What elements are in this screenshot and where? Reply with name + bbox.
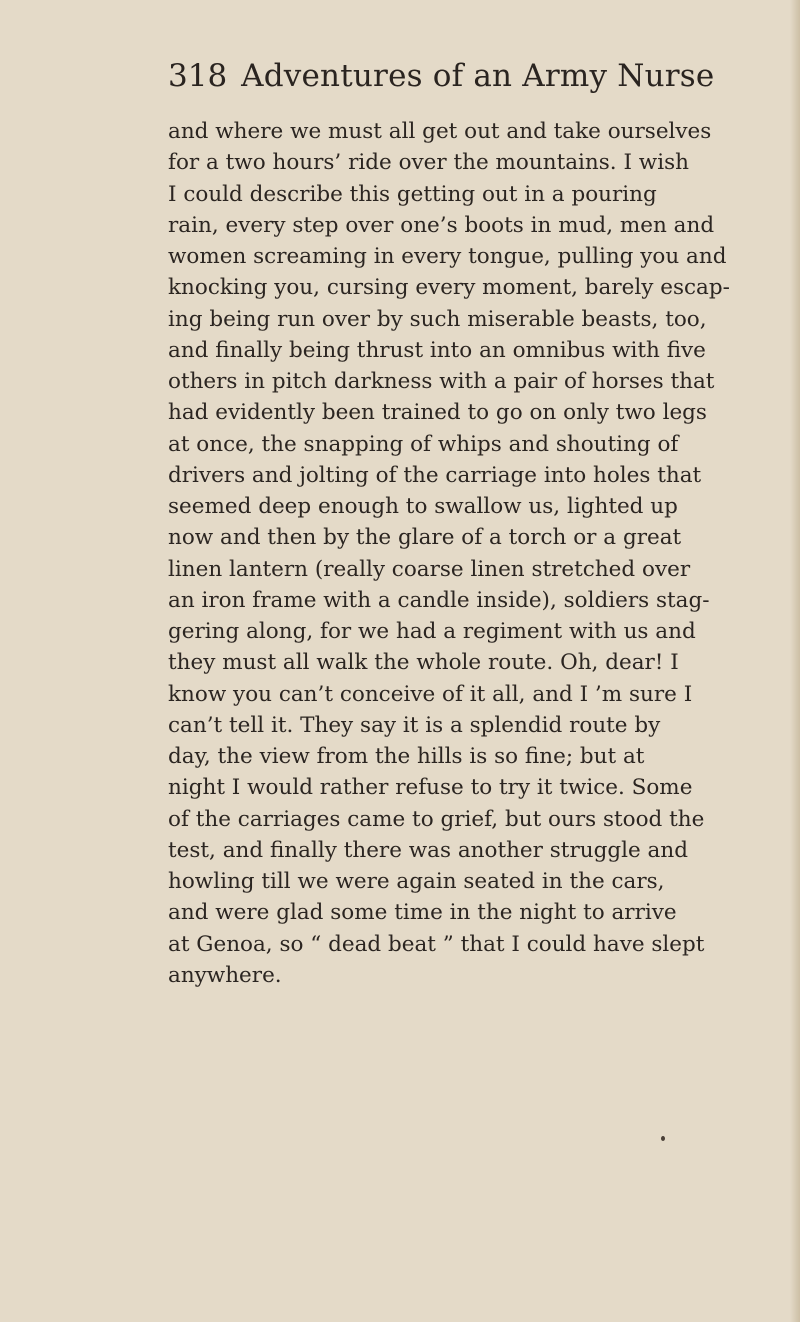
text-line: gering along, for we had a regiment with us and	[168, 619, 696, 644]
text-line: can’t tell it. They say it is a splendid route by	[168, 712, 661, 738]
text-line: and where we must all get out and take ourselves	[168, 119, 712, 144]
text-line: anywhere.	[168, 962, 282, 988]
text-line: for a two hours’ ride over the mountains. I wish	[168, 150, 689, 176]
page-number: 318	[168, 58, 228, 94]
text-line: had evidently been trained to go on only two legs	[168, 400, 707, 426]
text-line: night I would rather refuse to try it twice. Some	[168, 775, 693, 801]
text-line: and finally being thrust into an omnibus with five	[168, 337, 706, 363]
text-line: now and then by the glare of a torch or a great	[168, 525, 682, 551]
text-line: day, the view from the hills is so fine; but at	[168, 744, 645, 769]
text-line: others in pitch darkness with a pair of horses that	[168, 369, 715, 394]
text-line: linen lantern (really coarse linen stretched over	[168, 556, 691, 582]
text-line: know you can’t conceive of it all, and I ’m sure I	[168, 681, 693, 707]
text-line: ing being run over by such miserable beasts, too,	[168, 306, 707, 332]
text-line: of the carriages came to grief, but ours stood the	[168, 806, 705, 832]
ink-speck	[661, 1136, 665, 1141]
text-line: I could describe this getting out in a pouring	[168, 181, 657, 207]
text-line: at once, the snapping of whips and shouting of	[168, 431, 679, 457]
page-header	[168, 58, 714, 102]
text-line: women screaming in every tongue, pulling you and	[168, 244, 727, 269]
text-line: rain, every step over one’s boots in mud, men and	[168, 212, 715, 238]
page-edge-shadow	[790, 0, 800, 1322]
text-line: seemed deep enough to swallow us, lighted up	[168, 494, 678, 519]
text-line: drivers and jolting of the carriage into holes that	[168, 462, 702, 488]
text-line: an iron frame with a candle inside), soldiers stag-	[168, 587, 710, 613]
text-line: at Genoa, so “ dead beat ” that I could have slept	[168, 931, 705, 957]
text-line: and were glad some time in the night to arrive	[168, 900, 677, 926]
text-line: knocking you, cursing every moment, barely escap-	[168, 275, 730, 301]
text-line: test, and finally there was another struggle and	[168, 837, 688, 863]
text-line: howling till we were again seated in the cars,	[168, 869, 665, 894]
text-line: they must all walk the whole route. Oh, dear! I	[168, 650, 679, 676]
running-title: Adventures of an Army Nurse	[241, 58, 715, 94]
body-text	[168, 116, 800, 991]
